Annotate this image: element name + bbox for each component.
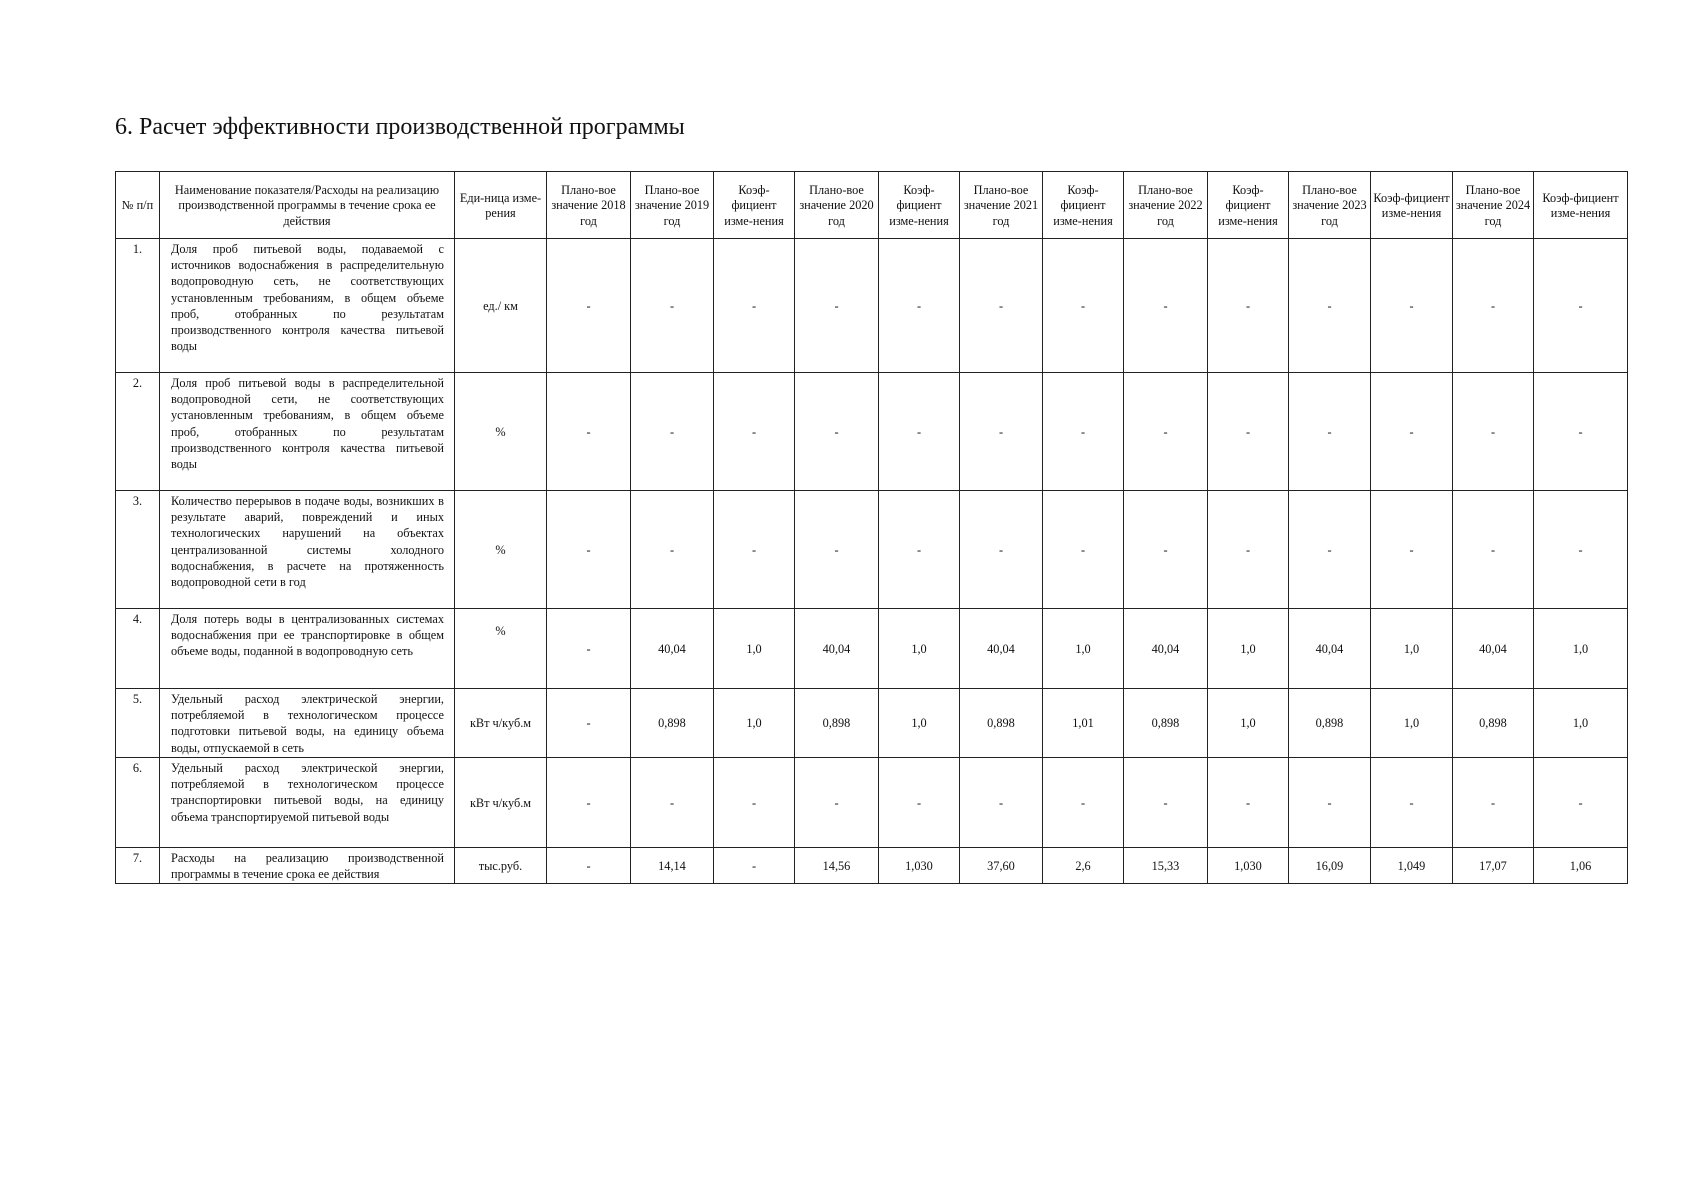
value-cell: 1,0 (1208, 689, 1289, 758)
table-row (116, 373, 1628, 491)
value-cell: 1,01 (1043, 689, 1124, 758)
value-cell: - (631, 758, 714, 848)
value-cell: - (631, 239, 714, 373)
value-cell: - (1371, 758, 1453, 848)
value-cell: 1,0 (1208, 609, 1289, 689)
value-cell: 1,06 (1534, 848, 1628, 884)
unit-cell: % (455, 373, 547, 491)
value-cell: - (714, 758, 795, 848)
indicator-name: Удельный расход электрической энергии, потребляемой в технологическом процессе подготовки питьевой воды, на единицу объема воды, отпускаемой в сеть (160, 689, 455, 758)
table-row (116, 609, 1628, 689)
value-cell: - (795, 491, 879, 609)
value-cell: - (547, 491, 631, 609)
value-cell: - (1208, 239, 1289, 373)
value-cell: 1,030 (1208, 848, 1289, 884)
indicator-name: Количество перерывов в подаче воды, возникших в результате аварий, повреждений и иных технологических нарушений на объектах централизованной системы холодного водоснабжения, в расчете на протяженность водопроводной сети в год (160, 491, 455, 609)
value-cell: - (1371, 491, 1453, 609)
value-cell: 1,0 (1371, 609, 1453, 689)
value-cell: - (1208, 758, 1289, 848)
value-cell: - (879, 373, 960, 491)
value-cell: - (795, 373, 879, 491)
value-cell: - (547, 689, 631, 758)
unit-cell: кВт ч/куб.м (455, 758, 547, 848)
header-cell-plan-2021: Плано-вое значение 2021 год (960, 172, 1043, 239)
value-cell: 0,898 (631, 689, 714, 758)
value-cell: - (960, 373, 1043, 491)
value-cell: - (1453, 239, 1534, 373)
value-cell: 16,09 (1289, 848, 1371, 884)
value-cell: 40,04 (795, 609, 879, 689)
value-cell: - (1043, 491, 1124, 609)
value-cell: - (1124, 373, 1208, 491)
value-cell: - (547, 758, 631, 848)
value-cell: - (714, 373, 795, 491)
header-cell-coef-2022: Коэф-фициент изме-нения (1208, 172, 1289, 239)
value-cell: - (1124, 758, 1208, 848)
value-cell: - (960, 758, 1043, 848)
value-cell: 1,0 (1371, 689, 1453, 758)
value-cell: - (1453, 373, 1534, 491)
value-cell: 1,0 (1043, 609, 1124, 689)
value-cell: - (1453, 758, 1534, 848)
efficiency-table (115, 171, 1628, 884)
value-cell: 1,0 (714, 609, 795, 689)
header-cell-coef-2023: Коэф-фициент изме-нения (1371, 172, 1453, 239)
value-cell: - (1534, 239, 1628, 373)
value-cell: - (1124, 239, 1208, 373)
value-cell: - (631, 491, 714, 609)
value-cell: - (1124, 491, 1208, 609)
header-cell-coef-2024: Коэф-фициент изме-нения (1534, 172, 1628, 239)
indicator-name: Расходы на реализацию производственной программы в течение срока ее действия (160, 848, 455, 884)
value-cell: - (547, 373, 631, 491)
value-cell: 1,030 (879, 848, 960, 884)
value-cell: - (1289, 758, 1371, 848)
value-cell: - (1043, 758, 1124, 848)
table-header-row (116, 172, 1628, 239)
row-number: 6. (116, 758, 160, 848)
value-cell: 40,04 (960, 609, 1043, 689)
value-cell: - (1289, 373, 1371, 491)
value-cell: - (631, 373, 714, 491)
value-cell: - (1043, 239, 1124, 373)
value-cell: - (1534, 758, 1628, 848)
indicator-name: Доля потерь воды в централизованных системах водоснабжения при ее транспортировке в общем объеме воды, поданной в водопроводную сеть (160, 609, 455, 689)
header-cell-name: Наименование показателя/Расходы на реализацию производственной программы в течение срока ее действия (160, 172, 455, 239)
value-cell: 1,0 (879, 609, 960, 689)
value-cell: - (547, 848, 631, 884)
unit-cell: тыс.руб. (455, 848, 547, 884)
row-number: 7. (116, 848, 160, 884)
row-number: 5. (116, 689, 160, 758)
value-cell: - (1371, 239, 1453, 373)
indicator-name: Доля проб питьевой воды в распределительной водопроводной сети, не соответствующих установленным требованиям, в общем объеме проб, отобранных по результатам производственного контроля качества питьевой воды (160, 373, 455, 491)
value-cell: - (714, 239, 795, 373)
value-cell: 37,60 (960, 848, 1043, 884)
row-number: 1. (116, 239, 160, 373)
unit-cell: % (455, 491, 547, 609)
indicator-name: Удельный расход электрической энергии, потребляемой в технологическом процессе транспортировки питьевой воды, на единицу объема транспортируемой питьевой воды (160, 758, 455, 848)
unit-cell: кВт ч/куб.м (455, 689, 547, 758)
table-row (116, 758, 1628, 848)
row-number: 3. (116, 491, 160, 609)
header-cell-plan-2020: Плано-вое значение 2020 год (795, 172, 879, 239)
header-cell-coef-2020: Коэф-фициент изме-нения (879, 172, 960, 239)
value-cell: 40,04 (631, 609, 714, 689)
indicator-name: Доля проб питьевой воды, подаваемой с источников водоснабжения в распределительную водопроводную сеть, не соответствующих установленным требованиям, в общем объеме проб, отобранных по результатам производственного контроля качества питьевой воды (160, 239, 455, 373)
value-cell: 0,898 (795, 689, 879, 758)
value-cell: 0,898 (1289, 689, 1371, 758)
value-cell: - (960, 239, 1043, 373)
value-cell: 1,0 (714, 689, 795, 758)
value-cell: - (714, 491, 795, 609)
value-cell: - (1289, 239, 1371, 373)
unit-cell: % (455, 609, 547, 689)
value-cell: 2,6 (1043, 848, 1124, 884)
value-cell: - (1371, 373, 1453, 491)
header-cell-plan-2019: Плано-вое значение 2019 год (631, 172, 714, 239)
value-cell: 0,898 (1124, 689, 1208, 758)
value-cell: - (879, 491, 960, 609)
value-cell: 17,07 (1453, 848, 1534, 884)
row-number: 2. (116, 373, 160, 491)
header-cell-plan-2024: Плано-вое значение 2024 год (1453, 172, 1534, 239)
value-cell: - (960, 491, 1043, 609)
value-cell: - (795, 758, 879, 848)
value-cell: - (795, 239, 879, 373)
value-cell: 1,049 (1371, 848, 1453, 884)
table-row (116, 239, 1628, 373)
value-cell: 0,898 (960, 689, 1043, 758)
value-cell: - (1043, 373, 1124, 491)
header-cell-num: № п/п (116, 172, 160, 239)
value-cell: - (1453, 491, 1534, 609)
table-row (116, 848, 1628, 884)
value-cell: - (879, 758, 960, 848)
value-cell: 40,04 (1453, 609, 1534, 689)
header-cell-coef-2019: Коэф-фициент изме-нения (714, 172, 795, 239)
value-cell: 14,56 (795, 848, 879, 884)
value-cell: - (1208, 491, 1289, 609)
header-cell-unit: Еди-ница изме-рения (455, 172, 547, 239)
header-cell-plan-2022: Плано-вое значение 2022 год (1124, 172, 1208, 239)
value-cell: - (547, 609, 631, 689)
value-cell: 14,14 (631, 848, 714, 884)
table-row (116, 491, 1628, 609)
value-cell: - (714, 848, 795, 884)
page-title: 6. Расчет эффективности производственной программы (115, 114, 685, 140)
value-cell: - (879, 239, 960, 373)
header-cell-coef-2021: Коэф-фициент изме-нения (1043, 172, 1124, 239)
value-cell: - (547, 239, 631, 373)
value-cell: - (1534, 491, 1628, 609)
value-cell: 40,04 (1124, 609, 1208, 689)
value-cell: 40,04 (1289, 609, 1371, 689)
value-cell: 0,898 (1453, 689, 1534, 758)
value-cell: - (1289, 491, 1371, 609)
header-cell-plan-2023: Плано-вое значение 2023 год (1289, 172, 1371, 239)
value-cell: - (1534, 373, 1628, 491)
header-cell-plan-2018: Плано-вое значение 2018 год (547, 172, 631, 239)
table-row (116, 689, 1628, 758)
value-cell: - (1208, 373, 1289, 491)
row-number: 4. (116, 609, 160, 689)
value-cell: 15,33 (1124, 848, 1208, 884)
unit-cell: ед./ км (455, 239, 547, 373)
value-cell: 1,0 (879, 689, 960, 758)
value-cell: 1,0 (1534, 689, 1628, 758)
value-cell: 1,0 (1534, 609, 1628, 689)
